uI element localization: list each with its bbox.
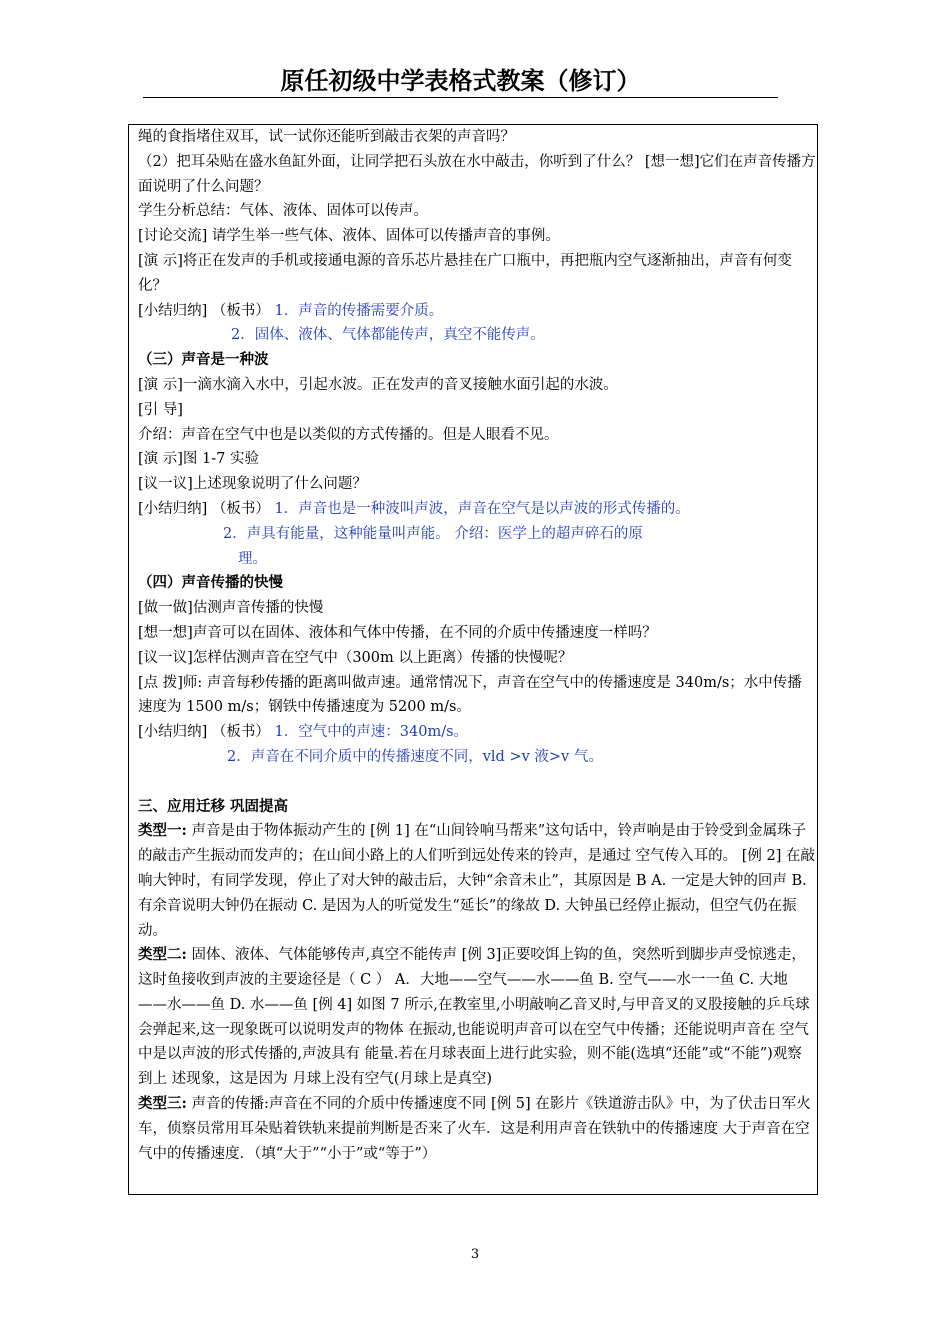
line-text: [小结归纳] （板书） bbox=[138, 724, 275, 741]
type-label: 类型一: bbox=[138, 822, 187, 840]
line-text: [想一想]声音可以在固体、液体和气体中传播，在不同的介质中传播速度一样吗？ bbox=[138, 624, 657, 641]
line-text: [演 示]将正在发声的手机或接通电源的音乐芯片悬挂在广口瓶中，再把瓶内空气逐渐抽出，声音有何变化？ bbox=[138, 252, 792, 294]
line-text: （2）把耳朵贴在盛水鱼缸外面，让同学把石头放在水中敲击，你听到了什么？ [想一想]它们在声音传播方面说明了什么问题？ bbox=[138, 153, 816, 195]
board-note: 1．空气中的声速：340m/s。 bbox=[274, 724, 469, 741]
board-note: 1．声音的传播需要介质。 bbox=[274, 302, 444, 319]
line-text: [小结归纳] （板书） bbox=[138, 302, 275, 319]
line-text: [引 导] bbox=[138, 401, 183, 418]
line-text: [议一议]怎样估测声音在空气中（300m 以上距离）传播的快慢呢？ bbox=[138, 649, 573, 666]
line-text: [议一议]上述现象说明了什么问题？ bbox=[138, 476, 367, 493]
page-title: 原任初级中学表格式教案（修订） bbox=[280, 67, 641, 95]
text-line bbox=[138, 819, 816, 943]
text-line bbox=[138, 596, 816, 621]
text-line bbox=[138, 646, 816, 671]
line-text: 三、应用迁移 巩固提高 bbox=[138, 797, 289, 815]
text-line bbox=[138, 621, 816, 646]
line-text: [点 拨]师: 声音每秒传播的距离叫做声速。通常情况下，声音在空气中的传播速度是 340m/s；水中传播速度为 1500 m/s；钢铁中传播速度为 5200 m/s。 bbox=[138, 674, 802, 716]
text-line bbox=[138, 199, 816, 224]
text-line bbox=[138, 323, 816, 348]
blank-line bbox=[138, 770, 816, 795]
line-text: 声音是由于物体振动产生的 [例 1] 在“山间铃响马帮来”这句话中，铃声响是由于铃受到金属珠子的敲击产生振动而发声的；在山间小路上的人们听到远处传来的铃声，是通过 空气传入耳的。 [例 2] 在敲响大钟时，有同学发现，停止了对大钟的敲击后，大钟“余音未止”，其原因是 B A. 一定是大钟的回声 B. 有余音说明大钟仍在振动 C. 是因为人的听觉发生“延长”的缘故 D. 大钟虽已经停止振动，但空气仍在振动。 bbox=[138, 823, 815, 939]
text-line bbox=[138, 125, 816, 150]
line-text: 学生分析总结：气体、液体、固体可以传声。 bbox=[138, 203, 428, 220]
text-line bbox=[138, 522, 816, 547]
text-line bbox=[138, 224, 816, 249]
line-text: 声音的传播:声音在不同的介质中传播速度不同 [例 5] 在影片《铁道游击队》中，为了伏击日军火车，侦察员常用耳朵贴着铁轨来提前判断是否来了火车．这是利用声音在铁轨中的传播速度 大于声音在空气中的传播速度．（填“大于”“小于”或“等于”） bbox=[138, 1096, 811, 1162]
text-line bbox=[138, 671, 816, 721]
text-line bbox=[138, 398, 816, 423]
text-line bbox=[138, 745, 816, 770]
line-text: [小结归纳] （板书） bbox=[138, 500, 275, 517]
line-text: [演 示]图 1-7 实验 bbox=[138, 451, 259, 468]
text-line bbox=[138, 1092, 816, 1166]
text-line bbox=[138, 720, 816, 745]
text-line bbox=[138, 299, 816, 324]
line-text: [做一做]估测声音传播的快慢 bbox=[138, 600, 324, 617]
text-line bbox=[138, 472, 816, 497]
text-line bbox=[138, 373, 816, 398]
board-note: 1．声音也是一种波叫声波，声音在空气是以声波的形式传播的。 bbox=[274, 500, 690, 517]
text-line bbox=[138, 547, 816, 572]
board-note: 理。 bbox=[238, 550, 267, 567]
text-line bbox=[138, 795, 816, 820]
line-text: 固体、液体、气体能够传声,真空不能传声 [例 3]正要咬饵上钩的鱼，突然听到脚步声受惊逃走，这时鱼接收到声波的主要途径是（ C ） A．大地——空气——水——鱼 B. 空气——水一一鱼 C. 大地——水——鱼 D. 水——鱼 [例 4] 如图 7 所示,在教室里,小明敲响乙音叉时,与甲音叉的叉股接触的乒乓球会弹起来,这一现象既可以说明发声的物体 在振动,也能说明声音可以在空气中传播；还能说明声音在 空气中是以声波的形式传播的,声波具有 能量.若在月球表面上进行此实验，则不能(选填“还能”或“不能”)观察到上 述现象，这是因为 月球上没有空气(月球上是真空) bbox=[138, 947, 810, 1088]
text-line bbox=[138, 943, 816, 1092]
page-number: 3 bbox=[470, 1247, 480, 1262]
text-line bbox=[138, 571, 816, 596]
text-line bbox=[138, 423, 816, 448]
type-label: 类型二: bbox=[138, 946, 187, 964]
line-text: [演 示]一滴水滴入水中，引起水波。正在发声的音叉接触水面引起的水波。 bbox=[138, 376, 618, 393]
line-text: 绳的食指堵住双耳，试一试你还能听到敲击衣架的声音吗？ bbox=[138, 129, 515, 145]
text-line bbox=[138, 249, 816, 299]
line-text: 介绍：声音在空气中也是以类似的方式传播的。但是人眼看不见。 bbox=[138, 426, 559, 443]
line-text: （三）声音是一种波 bbox=[138, 351, 269, 369]
type-label: 类型三: bbox=[138, 1095, 187, 1113]
text-line bbox=[138, 348, 816, 373]
text-line bbox=[138, 497, 816, 522]
board-note: 2．声具有能量，这种能量叫声能。 介绍：医学上的超声碎石的原 bbox=[223, 525, 643, 542]
board-note: 2．声音在不同介质中的传播速度不同，vld >v 液>v 气。 bbox=[227, 748, 603, 765]
lesson-content bbox=[138, 125, 816, 1166]
title-underline bbox=[143, 97, 778, 98]
line-text: [讨论交流] 请学生举一些气体、液体、固体可以传播声音的事例。 bbox=[138, 228, 560, 245]
line-text: （四）声音传播的快慢 bbox=[138, 574, 283, 592]
board-note: 2．固体、液体、气体都能传声，真空不能传声。 bbox=[231, 327, 545, 344]
text-line bbox=[138, 150, 816, 200]
text-line bbox=[138, 447, 816, 472]
